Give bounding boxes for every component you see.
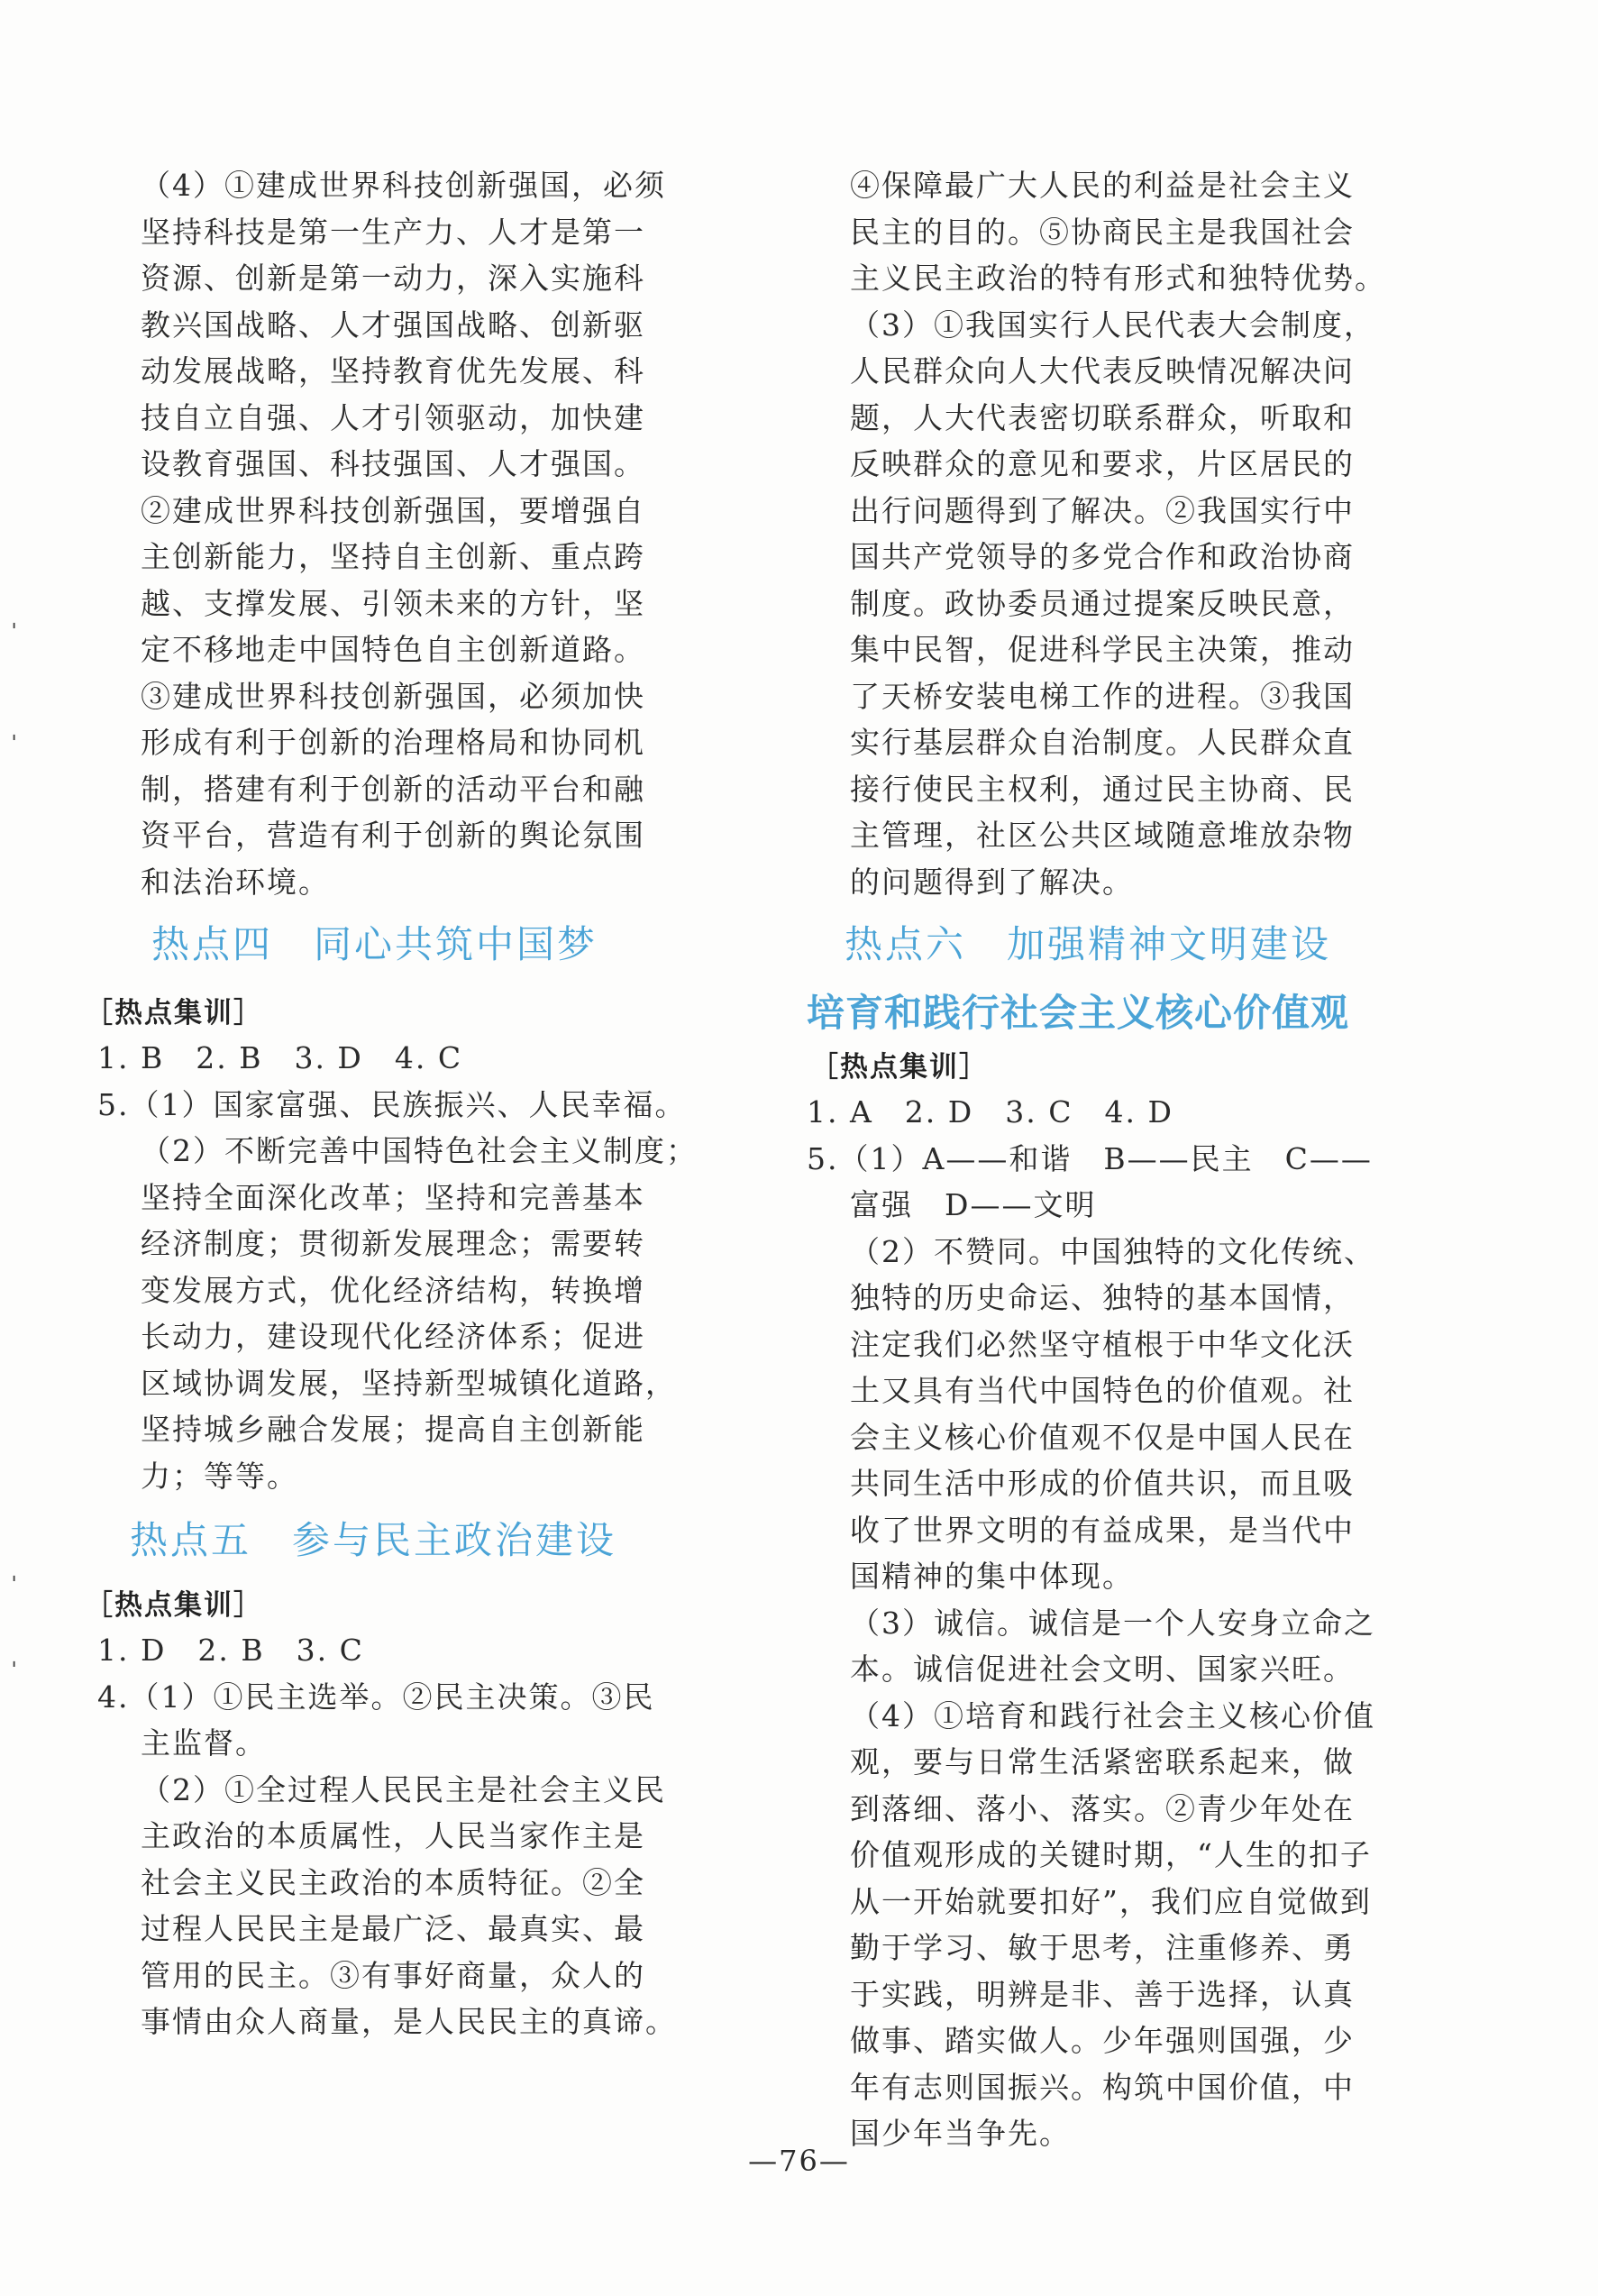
- text-line: 长动力，建设现代化经济体系；促进: [141, 1319, 645, 1354]
- section-title-6: 热点六 加强精神文明建设: [845, 922, 1332, 966]
- text-line: 的问题得到了解决。: [850, 864, 1134, 900]
- text-line: 反映群众的意见和要求，片区居民的: [850, 446, 1355, 481]
- text-line: 题，人大代表密切联系群众，听取和: [850, 399, 1355, 435]
- text-line: 出行问题得到了解决。②我国实行中: [850, 492, 1355, 528]
- text-line: 社会主义民主政治的本质特征。②全: [141, 1864, 645, 1900]
- text-line: 土又具有当代中国特色的价值观。社: [850, 1373, 1355, 1408]
- text-line: 人民群众向人大代表反映情况解决问: [850, 353, 1355, 389]
- text-line: 力；等等。: [141, 1458, 298, 1494]
- text-line: ④保障最广大人民的利益是社会主义: [850, 168, 1355, 203]
- text-line: （4）①培育和践行社会主义核心价值: [850, 1697, 1375, 1733]
- margin-mark: ˈ: [11, 1659, 18, 1686]
- text-line: （2）不赞同。中国独特的文化传统、: [850, 1233, 1375, 1269]
- text-line: 定不移地走中国特色自主创新道路。: [141, 632, 645, 667]
- q5-first-line: 5.（1）A——和谐 B——民主 C——: [807, 1140, 1373, 1176]
- hot-training-tag: ［热点集训］: [85, 1589, 263, 1622]
- q5-first-line: 5.（1）国家富强、民族振兴、人民幸福。: [97, 1086, 687, 1122]
- section-title-4: 热点四 同心共筑中国梦: [151, 922, 598, 966]
- text-line: 坚持城乡融合发展；提高自主创新能: [141, 1412, 645, 1447]
- q4-first-line: 4.（1）①民主选举。②民主决策。③民: [97, 1679, 655, 1715]
- text-line: 年有志则国振兴。构筑中国价值，中: [850, 2069, 1355, 2105]
- text-line: 资平台，营造有利于创新的舆论氛围: [141, 818, 645, 853]
- text-line: 国少年当争先。: [850, 2116, 1071, 2151]
- text-line: 经济制度；贯彻新发展理念；需要转: [141, 1226, 645, 1261]
- text-line: 坚持科技是第一生产力、人才是第一: [141, 214, 645, 250]
- section-title-5: 热点五 参与民主政治建设: [130, 1518, 617, 1562]
- text-line: 集中民智，促进科学民主决策，推动: [850, 632, 1355, 667]
- text-line: 区域协调发展，坚持新型城镇化道路，: [141, 1365, 677, 1401]
- margin-mark: ˈ: [11, 1573, 18, 1600]
- hot-training-tag: ［热点集训］: [810, 1051, 989, 1084]
- text-line: 坚持全面深化改革；坚持和完善基本: [141, 1179, 645, 1215]
- text-line: 技自立自强、人才引领驱动，加快建: [141, 399, 645, 435]
- text-line: 接行使民主权利，通过民主协商、民: [850, 771, 1355, 807]
- text-line: 共同生活中形成的价值共识，而且吸: [850, 1466, 1355, 1501]
- text-line: 会主义核心价值观不仅是中国人民在: [850, 1419, 1355, 1455]
- text-line: （4）①建成世界科技创新强国，必须: [141, 168, 666, 203]
- text-line: ②建成世界科技创新强国，要增强自: [141, 492, 645, 528]
- hot-training-tag: ［热点集训］: [85, 997, 263, 1029]
- text-line: 主义民主政治的特有形式和独特优势。: [850, 261, 1386, 296]
- text-line: 于实践，明辨是非、善于选择，认真: [850, 1976, 1355, 2012]
- section-subtitle: 培育和践行社会主义核心价值观: [807, 991, 1350, 1035]
- text-line: 收了世界文明的有益成果，是当代中: [850, 1512, 1355, 1548]
- text-line: 变发展方式，优化经济结构，转换增: [141, 1272, 645, 1308]
- q4-answer-block: [97, 162, 666, 905]
- text-line: 形成有利于创新的治理格局和协同机: [141, 725, 645, 760]
- text-line: 主管理，社区公共区域随意堆放杂物: [850, 818, 1355, 853]
- text-line: 主政治的本质属性，人民当家作主是: [141, 1818, 645, 1853]
- text-line: （3）诚信。诚信是一个人安身立命之: [850, 1605, 1375, 1641]
- text-line: 了天桥安装电梯工作的进程。③我国: [850, 678, 1355, 714]
- text-line: ③建成世界科技创新强国，必须加快: [141, 678, 645, 714]
- page-number: —76—: [748, 2144, 850, 2178]
- left-column: [85, 162, 698, 2045]
- text-line: 国精神的集中体现。: [850, 1559, 1134, 1594]
- text-line: （2）①全过程人民民主是社会主义民: [141, 1771, 666, 1807]
- text-line: 民主的目的。⑤协商民主是我国社会: [850, 214, 1355, 250]
- text-line: （2）不断完善中国特色社会主义制度；: [141, 1133, 698, 1168]
- text-line: 注定我们必然坚守植根于中华文化沃: [850, 1326, 1355, 1362]
- text-line: 动发展战略，坚持教育优先发展、科: [141, 353, 645, 389]
- margin-mark: ˌ: [11, 717, 18, 744]
- text-line: 到落细、落小、落实。②青少年处在: [850, 1790, 1355, 1826]
- text-line: 价值观形成的关键时期，“人生的扣子: [850, 1837, 1372, 1872]
- text-line: 制度。政协委员通过提案反映民意，: [850, 585, 1355, 621]
- text-line: 做事、踏实做人。少年强则国强，少: [850, 2023, 1355, 2058]
- text-line: 从一开始就要扣好”，我们应自觉做到: [850, 1883, 1372, 1919]
- text-line: 本。诚信促进社会文明、国家兴旺。: [850, 1651, 1355, 1687]
- text-line: 主创新能力，坚持自主创新、重点跨: [141, 539, 645, 574]
- text-line: （3）①我国实行人民代表大会制度，: [850, 306, 1375, 343]
- choice-answers: 1. D 2. B 3. C: [97, 1633, 364, 1668]
- text-line: 富强 D——文明: [850, 1187, 1097, 1222]
- text-line: 教兴国战略、人才强国战略、创新驱: [141, 306, 645, 343]
- text-line: 事情由众人商量，是人民民主的真谛。: [141, 2004, 677, 2039]
- text-line: 独特的历史命运、独特的基本国情，: [850, 1280, 1355, 1315]
- choice-answers: 1. B 2. B 3. D 4. C: [97, 1040, 463, 1075]
- text-line: 管用的民主。③有事好商量，众人的: [141, 1957, 645, 1993]
- text-line: 过程人民民主是最广泛、最真实、最: [141, 1911, 645, 1946]
- text-line: 设教育强国、科技强国、人才强国。: [141, 446, 645, 481]
- text-line: 勤于学习、敏于思考，注重修养、勇: [850, 1930, 1355, 1965]
- text-line: 国共产党领导的多党合作和政治协商: [850, 539, 1355, 574]
- text-line: 资源、创新是第一动力，深入实施科: [141, 261, 645, 296]
- margin-mark: ˈ: [11, 620, 18, 647]
- right-column: [807, 162, 1386, 2157]
- choice-answers: 1. A 2. D 3. C 4. D: [807, 1094, 1173, 1130]
- text-line: 制，搭建有利于创新的活动平台和融: [141, 771, 645, 807]
- text-line: 实行基层群众自治制度。人民群众直: [850, 725, 1355, 760]
- text-line: 观，要与日常生活紧密联系起来，做: [850, 1744, 1355, 1779]
- text-line: 越、支撑发展、引领未来的方针，坚: [141, 585, 645, 621]
- text-line: 和法治环境。: [141, 864, 330, 900]
- text-line: 主监督。: [141, 1725, 267, 1761]
